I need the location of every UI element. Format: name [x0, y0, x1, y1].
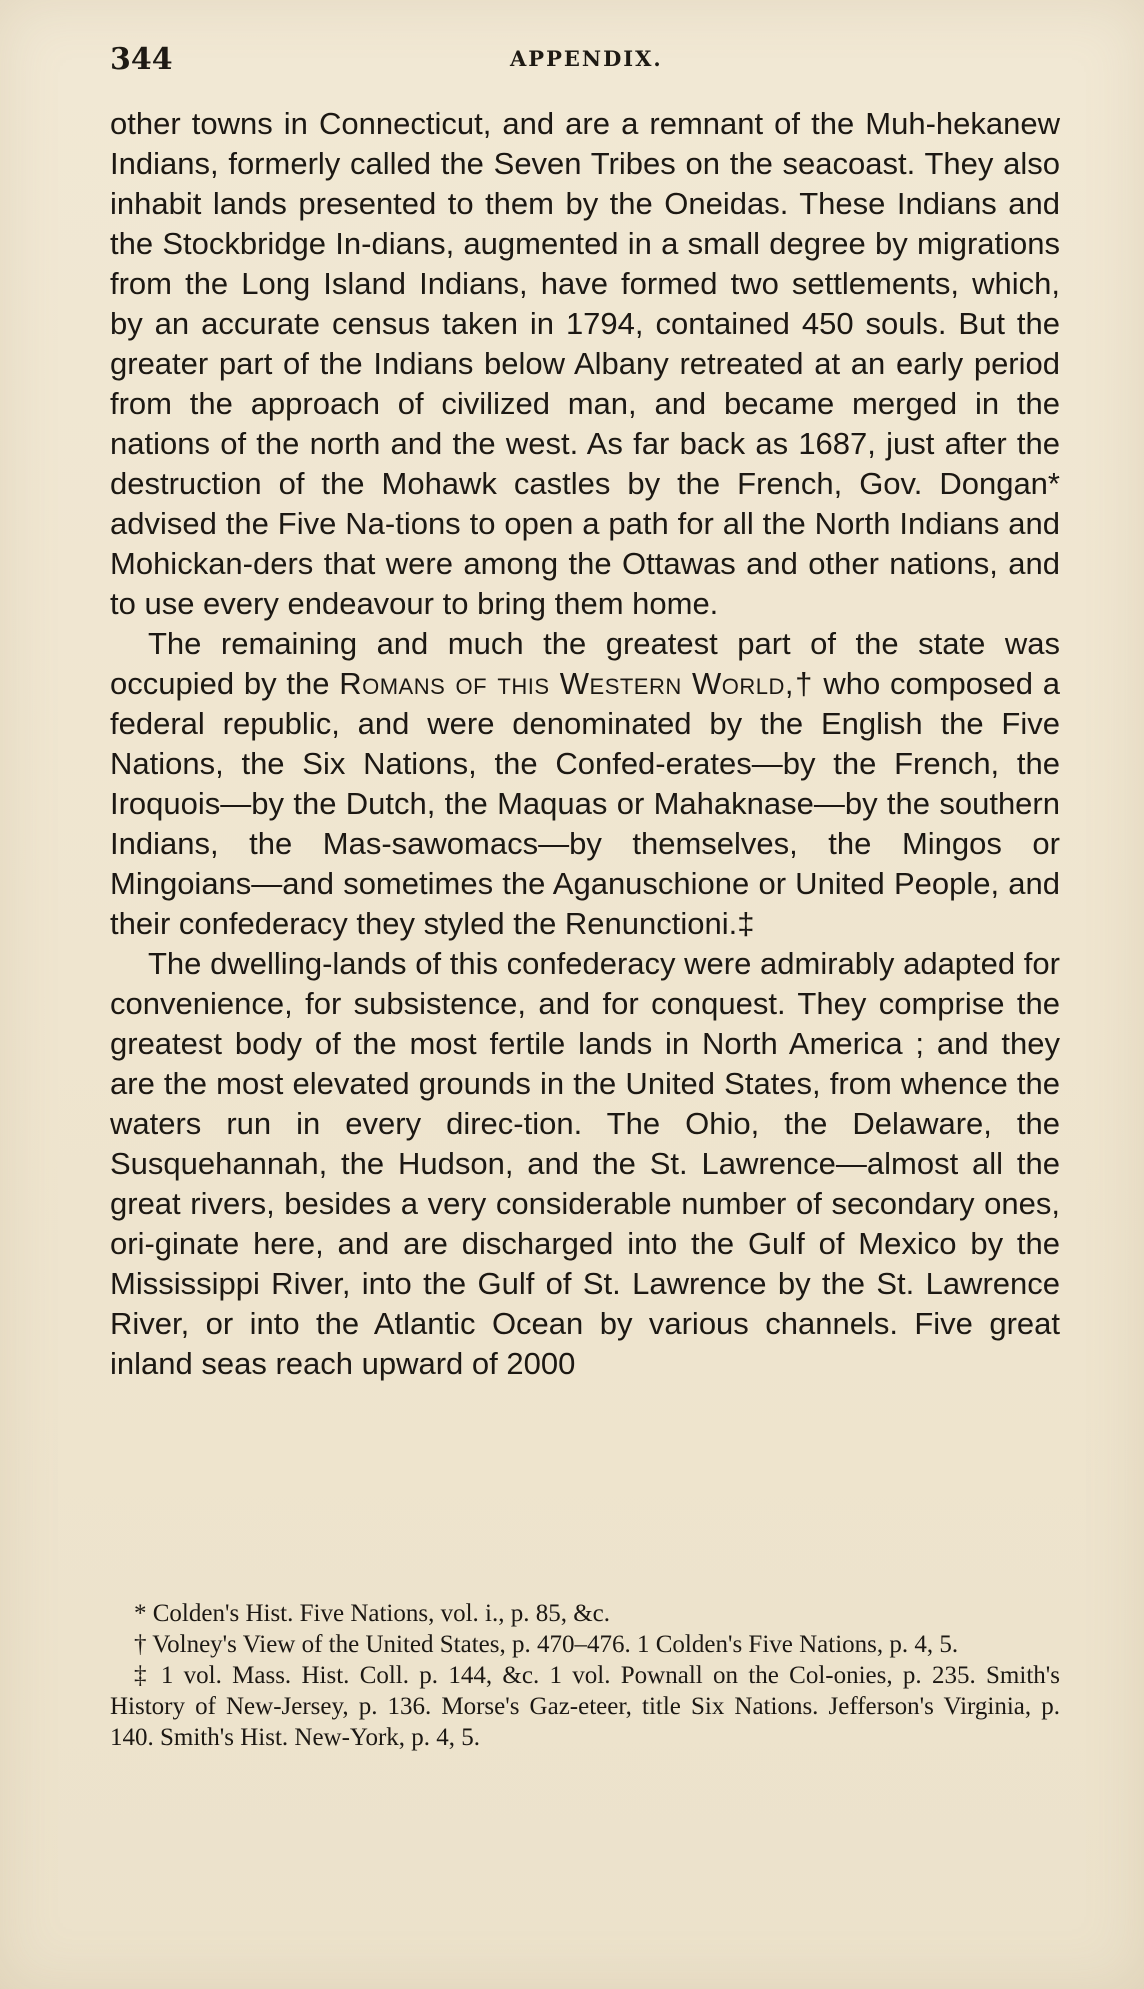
page-header — [110, 38, 1060, 88]
paragraph-2-rest: † who composed a federal republic, and were denominated by the English the Five Nations, the Six Nations, the Confed-erates—by the French, the Iroquois—by the Dutch, the Maquas or Mahaknase—by the southern Indians, the Mas-sawomacs—by themselves, the Mingos or Mingoians—and sometimes the Aganuschione or United People, and their confederacy they styled the Renunctioni.‡ — [110, 666, 1060, 941]
footnotes — [110, 1598, 1060, 1753]
paragraph-3: The dwelling-lands of this confederacy were admirably adapted for convenience, for subsistence, and for conquest. They comprise the greatest body of the most fertile lands in North America ; and they are the most elevated grounds in the United States, from whence the waters run in every direc-tion. The Ohio, the Delaware, the Susquehannah, the Hudson, and the St. Lawrence—almost all the great rivers, besides a very considerable number of secondary ones, ori-ginate here, and are discharged into the Gulf of Mexico by the Mississippi River, into the Gulf of St. Lawrence by the St. Lawrence River, or into the Atlantic Ocean by various channels. Five great inland seas reach upward of 2000 — [110, 946, 1060, 1381]
page-number: 344 — [110, 42, 173, 77]
body-text — [110, 104, 1060, 1384]
paragraph-2 — [110, 624, 1060, 944]
footnote-1: * Colden's Hist. Five Nations, vol. i., p. 85, &c. — [134, 1600, 611, 1627]
paragraph-2-start: The remaining and much the greatest part of the state was occupied by the — [110, 626, 1060, 701]
paragraph-1: other towns in Connecticut, and are a remnant of the Muh-hekanew Indians, formerly called the Seven Tribes on the seacoast. They also inhabit lands presented to them by the Oneidas. These Indians and the Stockbridge In-dians, augmented in a small degree by migrations from the Long Island Indians, have formed two settlements, which, by an accurate census taken in 1794, contained 450 souls. But the greater part of the Indians below Albany retreated at an early period from the approach of civilized man, and became merged in the nations of the north and the west. As far back as 1687, just after the destruction of the Mohawk castles by the French, Gov. Dongan* advised the Five Na-tions to open a path for all the North Indians and Mohickan-ders that were among the Ottawas and other nations, and to use every endeavour to bring them home. — [110, 106, 1060, 621]
footnote-3: ‡ 1 vol. Mass. Hist. Coll. p. 144, &c. 1 vol. Pownall on the Col-onies, p. 235. Smith's History of New-Jersey, p. 136. Morse's Gaz-eteer, title Six Nations. Jefferson's Virginia, p. 140. Smith's Hist. New-York, p. 4, 5. — [110, 1662, 1060, 1751]
running-title: APPENDIX. — [510, 46, 663, 71]
romans-small-caps: Romans of this Western World, — [339, 666, 795, 701]
footnote-2: † Volney's View of the United States, p. 470–476. 1 Colden's Five Nations, p. 4, 5. — [134, 1631, 959, 1658]
